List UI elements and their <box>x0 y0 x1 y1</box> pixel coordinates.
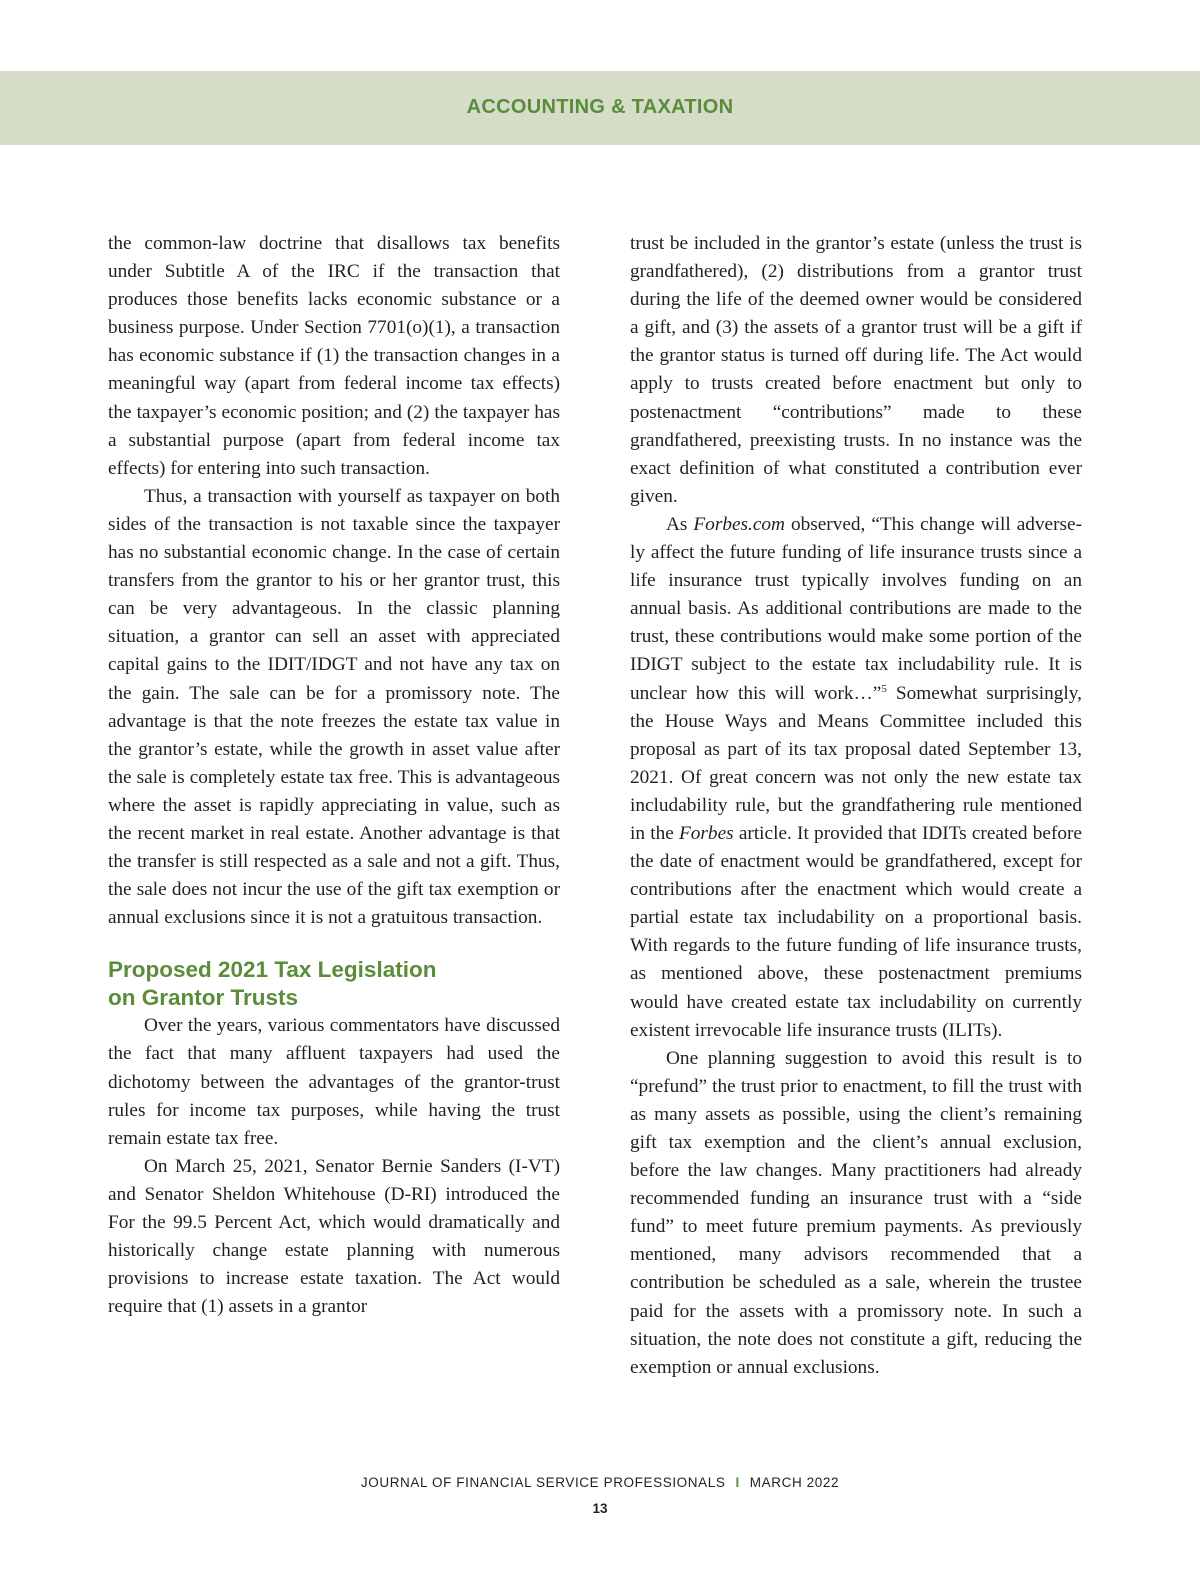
paragraph: trust be included in the grantor’s estate (unless the trust is grandfathered), (2) distributions from a grantor trust during the life of the deemed owner would be considered a gift, and (3) the assets of a grantor trust will be a gift if the grantor status is turned off during life. The Act would apply to trusts created before enactment but only to postenactment “contributions” made to these grandfathered, preexisting trusts. In no instance was the exact definition of what constituted a contribution ever given. <box>630 233 1082 507</box>
journal-name: JOURNAL OF FINANCIAL SERVICE PROFESSIONALS <box>360 1475 726 1490</box>
paragraph: Thus, a transaction with yourself as taxpayer on both sides of the transaction is not taxable since the taxpayer has no substantial economic change. In the case of certain transfers from the grantor to his or her grantor trust, this can be very advantageous. In the classic planning situation, a grantor can sell an asset with appreciated capital gains to the IDIT/​IDGT and not have any tax on the gain. The sale can be for a promissory note. The advantage is that the note freezes the estate tax value in the grantor’s estate, while the growth in asset value after the sale is completely estate tax free. This is advantageous where the asset is rapidly appreciating in value, such as the recent market in real estate. Another advantage is that the transfer is still respected as a sale and not a gift. Thus, the sale does not incur the use of the gift tax exemption or annual exclusions since it is not a gratuitous transaction. <box>108 485 560 929</box>
source-name: Forbes <box>679 822 734 844</box>
text-run: As <box>666 513 694 535</box>
section-heading <box>108 956 560 1012</box>
source-name: Forbes.com <box>693 513 785 535</box>
paragraph <box>630 511 1082 1045</box>
paragraph: Over the years, various commentators have discussed the fact that many affluent taxpayers had used the dichotomy between the advantages of the grantor-trust rules for income tax purposes, while having the trust remain estate tax free. <box>108 1015 560 1149</box>
footnote-marker: 5 <box>881 682 887 695</box>
page-number: 13 <box>592 1501 608 1516</box>
text-run: article. It provided that IDITs created before the date of enactment would be grandfathered, except for contributions after the enactment which would create a partial estate tax includability on a proportional basis. With regards to the future funding of life insurance trusts, as mentioned above, these postenactment premiums would have created estate tax includability on currently existent irrevocable life insurance trusts (ILITs). <box>630 822 1082 1041</box>
paragraph: One planning suggestion to avoid this result is to “prefund” the trust prior to enactment, to fill the trust with as many assets as possible, using the client’s remaining gift tax exemption and the client’s annual exclusion, before the law changes. Many practitioners had already recommended funding an insurance trust with a “side fund” to meet future premium payments. As previously mentioned, many advisors recommended that a contribution be scheduled as a sale, wherein the trustee paid for the assets with a promissory note. In such a situation, the note does not constitute a gift, reducing the exemption or annual exclusions. <box>630 1047 1082 1378</box>
text-run: Somewhat surprisingly, the House Ways and Means Committee included this proposal as part of its tax proposal dated September 13, 2021. Of great concern was not only the new estate tax includability rule, but the grandfathering rule mentioned in the <box>630 682 1082 844</box>
section-title: ACCOUNTING & TAXATION <box>466 96 734 118</box>
issue-date: MARCH 2022 <box>749 1475 840 1490</box>
left-column <box>108 230 560 1321</box>
heading-line: Proposed 2021 Tax Legislation <box>108 957 437 983</box>
text-run: observed, “This change will adversely affect the future funding of life insurance trusts since a life insurance trust typically involves funding on an annual basis. As additional contributions are made to the trust, these contributions would make some portion of the IDIGT subject to the estate tax includability rule. It is unclear how this will work…” <box>630 513 1082 704</box>
footer <box>0 1475 1200 1490</box>
paragraph: the common-law doctrine that disallows tax benefits under Subtitle A of the IRC if the transaction that produces those benefits lacks economic substance or a business purpose. Under Section 7701(o)(1), a transaction has economic substance if (1) the transaction changes in a meaningful way (apart from federal income tax effects) the taxpayer’s economic position; and (2) the taxpayer has a substantial purpose (apart from federal income tax effects) for entering into such transaction. <box>108 233 560 479</box>
right-column <box>630 230 1082 1382</box>
heading-line: on Grantor Trusts <box>108 985 299 1011</box>
paragraph: On March 25, 2021, Senator Bernie Sanders (I-​VT) and Senator Sheldon Whitehouse (D-RI) introduced the For the 99.5 Percent Act, which would dramatically and historically change estate planning with numerous provisions to increase estate taxation. The Act would require that (1) assets in a grantor <box>108 1155 560 1318</box>
footer-separator: I <box>735 1475 740 1490</box>
